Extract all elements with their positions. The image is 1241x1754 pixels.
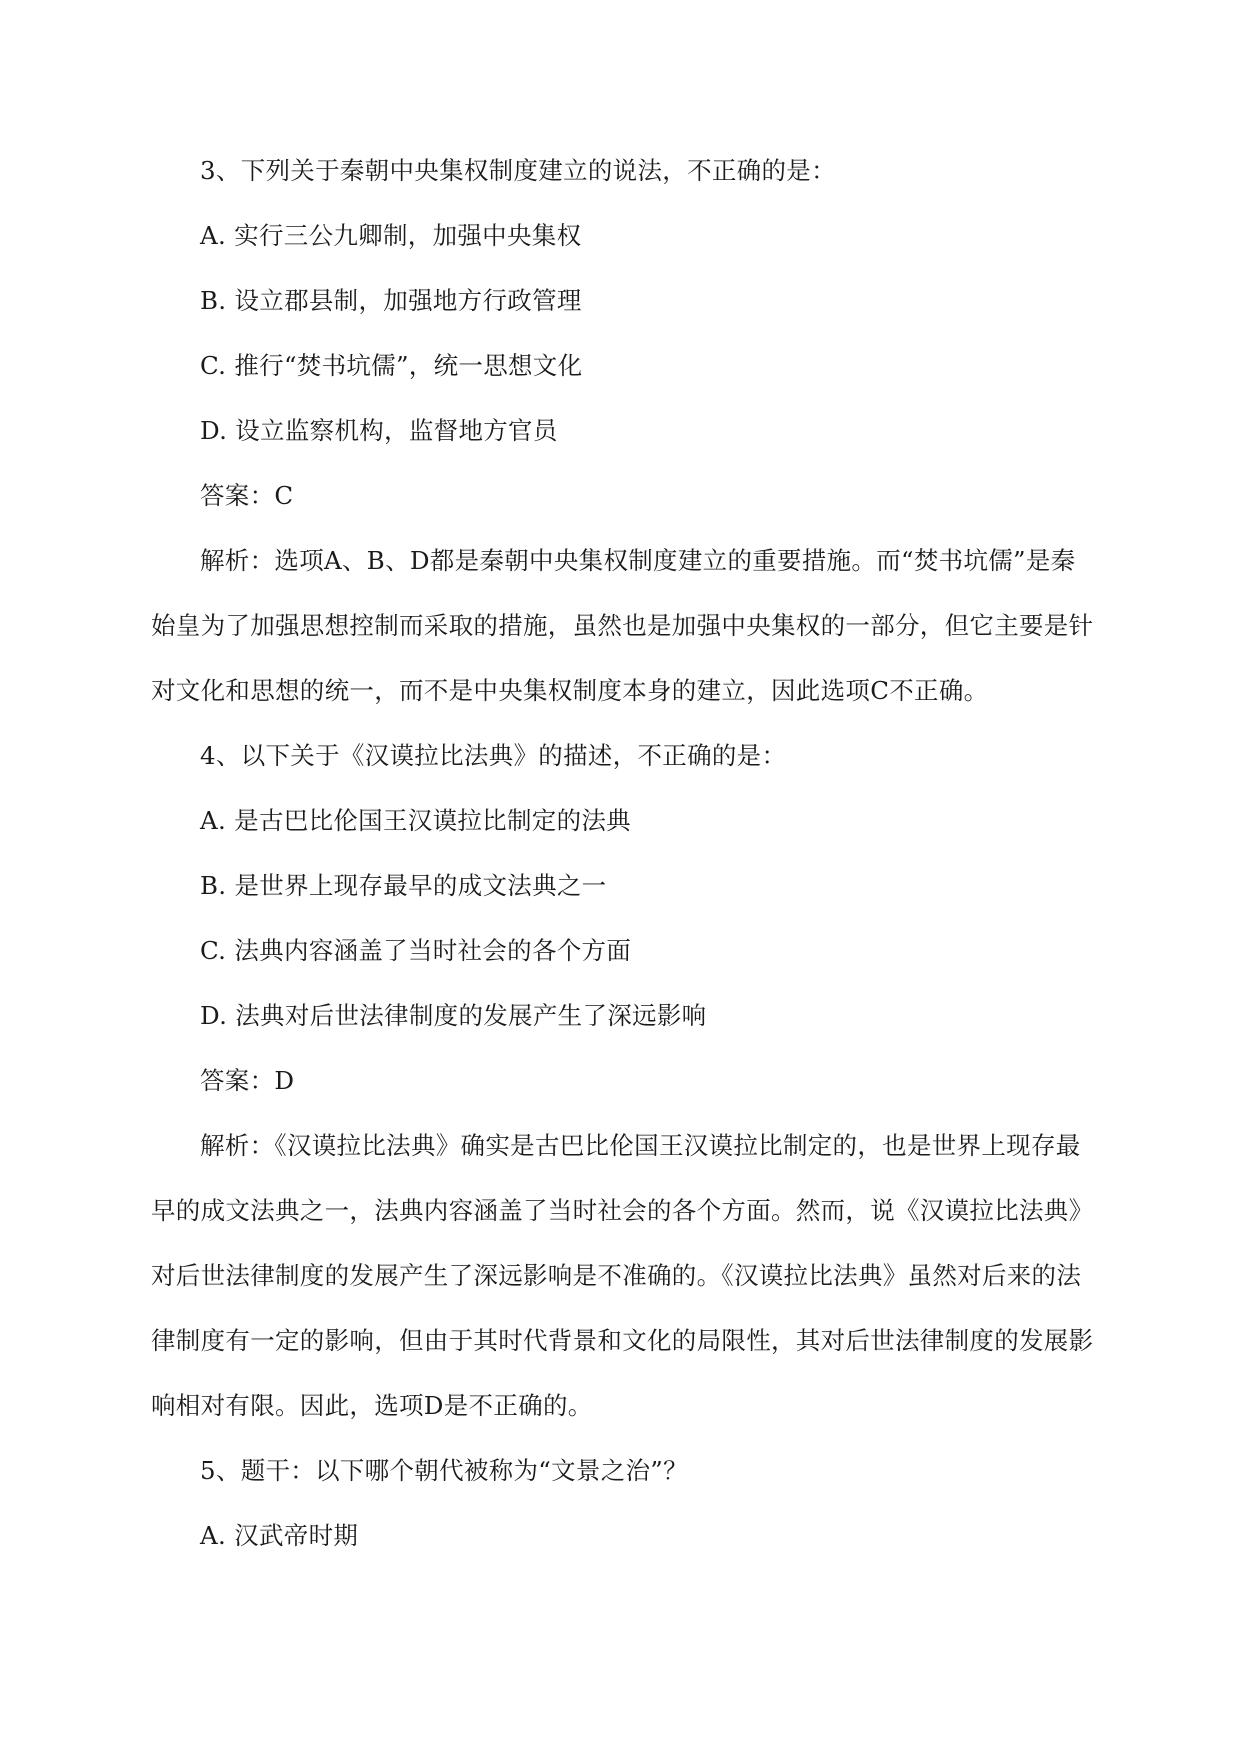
question-4-option-d: D. 法典对后世法律制度的发展产生了深远影响 [200, 1001, 707, 1030]
question-5-stem: 5、题干：以下哪个朝代被称为“文景之治”？ [200, 1456, 688, 1485]
question-3-stem: 3、下列关于秦朝中央集权制度建立的说法，不正确的是： [200, 156, 836, 185]
analysis-line: 响相对有限。因此，选项D是不正确的。 [151, 1391, 593, 1420]
question-5-option-a: A. 汉武帝时期 [200, 1521, 359, 1550]
analysis-line: 解析：《汉谟拉比法典》确实是古巴比伦国王汉谟拉比制定的，也是世界上现存最 [200, 1131, 1081, 1160]
question-4-option-b: B. 是世界上现存最早的成文法典之一 [200, 871, 607, 900]
question-4-option-a: A. 是古巴比伦国王汉谟拉比制定的法典 [200, 806, 631, 835]
question-4-stem: 4、以下关于《汉谟拉比法典》的描述，不正确的是： [200, 741, 787, 770]
question-3-option-a: A. 实行三公九卿制，加强中央集权 [200, 221, 582, 250]
question-3-option-c: C. 推行“焚书坑儒”，统一思想文化 [200, 351, 583, 380]
document-body [151, 138, 1101, 1568]
question-4-answer: 答案：D [200, 1066, 295, 1095]
question-3-answer: 答案：C [200, 481, 294, 510]
analysis-line: 律制度有一定的影响，但由于其时代背景和文化的局限性，其对后世法律制度的发展影 [151, 1326, 1094, 1355]
question-4-analysis [151, 1113, 1101, 1438]
question-3-option-b: B. 设立郡县制，加强地方行政管理 [200, 286, 582, 315]
analysis-line: 早的成文法典之一，法典内容涵盖了当时社会的各个方面。然而，说《汉谟拉比法典》 [151, 1196, 1094, 1225]
question-4-option-c: C. 法典内容涵盖了当时社会的各个方面 [200, 936, 632, 965]
analysis-line: 对文化和思想的统一，而不是中央集权制度本身的建立，因此选项C不正确。 [151, 676, 989, 705]
analysis-line: 对后世法律制度的发展产生了深远影响是不准确的。《汉谟拉比法典》虽然对后来的法 [151, 1261, 1082, 1290]
analysis-line: 解析：选项A、B、D都是秦朝中央集权制度建立的重要措施。而“焚书坑儒”是秦 [200, 546, 1076, 575]
question-3-option-d: D. 设立监察机构，监督地方官员 [200, 416, 558, 445]
analysis-line: 始皇为了加强思想控制而采取的措施，虽然也是加强中央集权的一部分，但它主要是针 [151, 611, 1094, 640]
question-3-analysis [151, 528, 1101, 723]
